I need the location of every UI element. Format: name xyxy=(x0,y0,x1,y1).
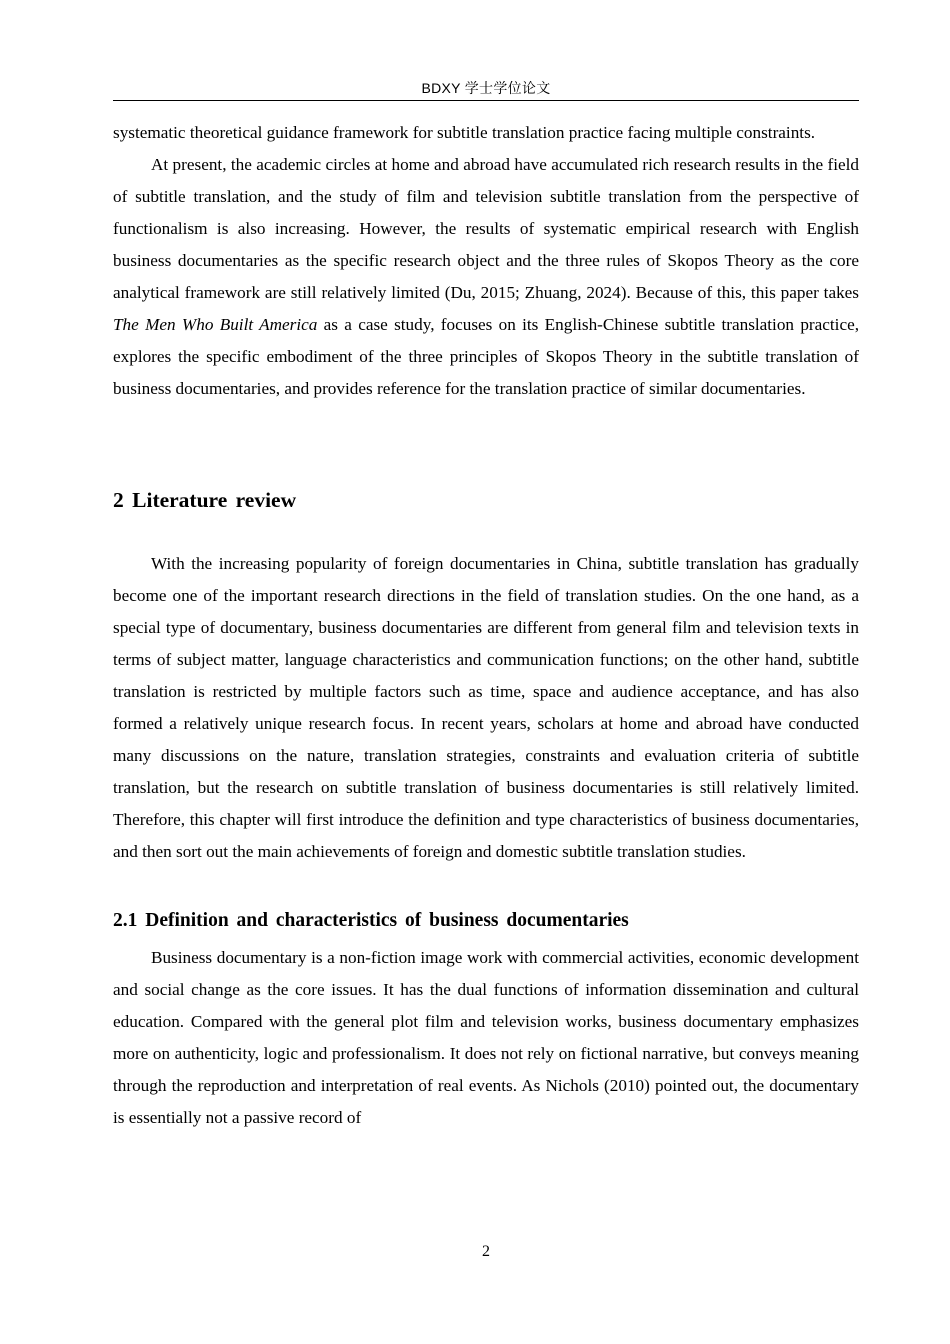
paragraph-business-documentary: Business documentary is a non-fiction image work with commercial activities, economic development and social change as the core issues. It has the dual functions of information dissemination and cultural education. Compared with the general plot film and television works, business documentary emphasizes more on authenticity, logic and professionalism. It does not rely on fictional narrative, but conveys meaning through the reproduction and interpretation of real events. As Nichols (2010) pointed out, the documentary is essentially not a passive record of xyxy=(113,948,859,1127)
page-body xyxy=(113,117,859,1134)
paragraph-text: as a case study, focuses on its English-Chinese subtitle translation practice, explores the specific embodiment of the three principles of Skopos Theory in the subtitle translation of business documentaries, and provides reference for the translation practice of similar documentaries. xyxy=(113,315,859,398)
section-heading-literature-review: 2 Literature review xyxy=(113,488,297,512)
paragraph-text: At present, the academic circles at home and abroad have accumulated rich research results in the field of subtitle translation, and the study of film and television subtitle translation from the perspective of functionalism is also increasing. However, the results of systematic empirical research with English business documentaries as the specific research object and the three rules of Skopos Theory as the core analytical framework are still relatively limited (Du, 2015; Zhuang, 2024). Because of this, this paper takes xyxy=(113,155,859,302)
subsection-heading-definition: 2.1 Definition and characteristics of business documentaries xyxy=(113,910,629,931)
paragraph-research-status xyxy=(113,149,859,405)
paragraph-continuation: systematic theoretical guidance framework for subtitle translation practice facing multiple constraints. xyxy=(113,123,816,142)
page-number: 2 xyxy=(482,1243,490,1260)
documentary-title: The Men Who Built America xyxy=(113,315,318,334)
header-rule xyxy=(113,100,859,101)
paragraph-literature-intro: With the increasing popularity of foreign documentaries in China, subtitle translation has gradually become one of the important research directions in the field of translation studies. On the one hand, as a special type of documentary, business documentaries are different from general film and television texts in terms of subject matter, language characteristics and communication functions; on the other hand, subtitle translation is restricted by multiple factors such as time, space and audience acceptance, and has also formed a relatively unique research focus. In recent years, scholars at home and abroad have conducted many discussions on the nature, translation strategies, constraints and evaluation criteria of subtitle translation, but the research on subtitle translation of business documentaries is still relatively limited. Therefore, this chapter will first introduce the definition and type characteristics of business documentaries, and then sort out the main achievements of foreign and domestic subtitle translation studies. xyxy=(113,554,859,861)
running-header: BDXY 学士学位论文 xyxy=(421,80,551,96)
